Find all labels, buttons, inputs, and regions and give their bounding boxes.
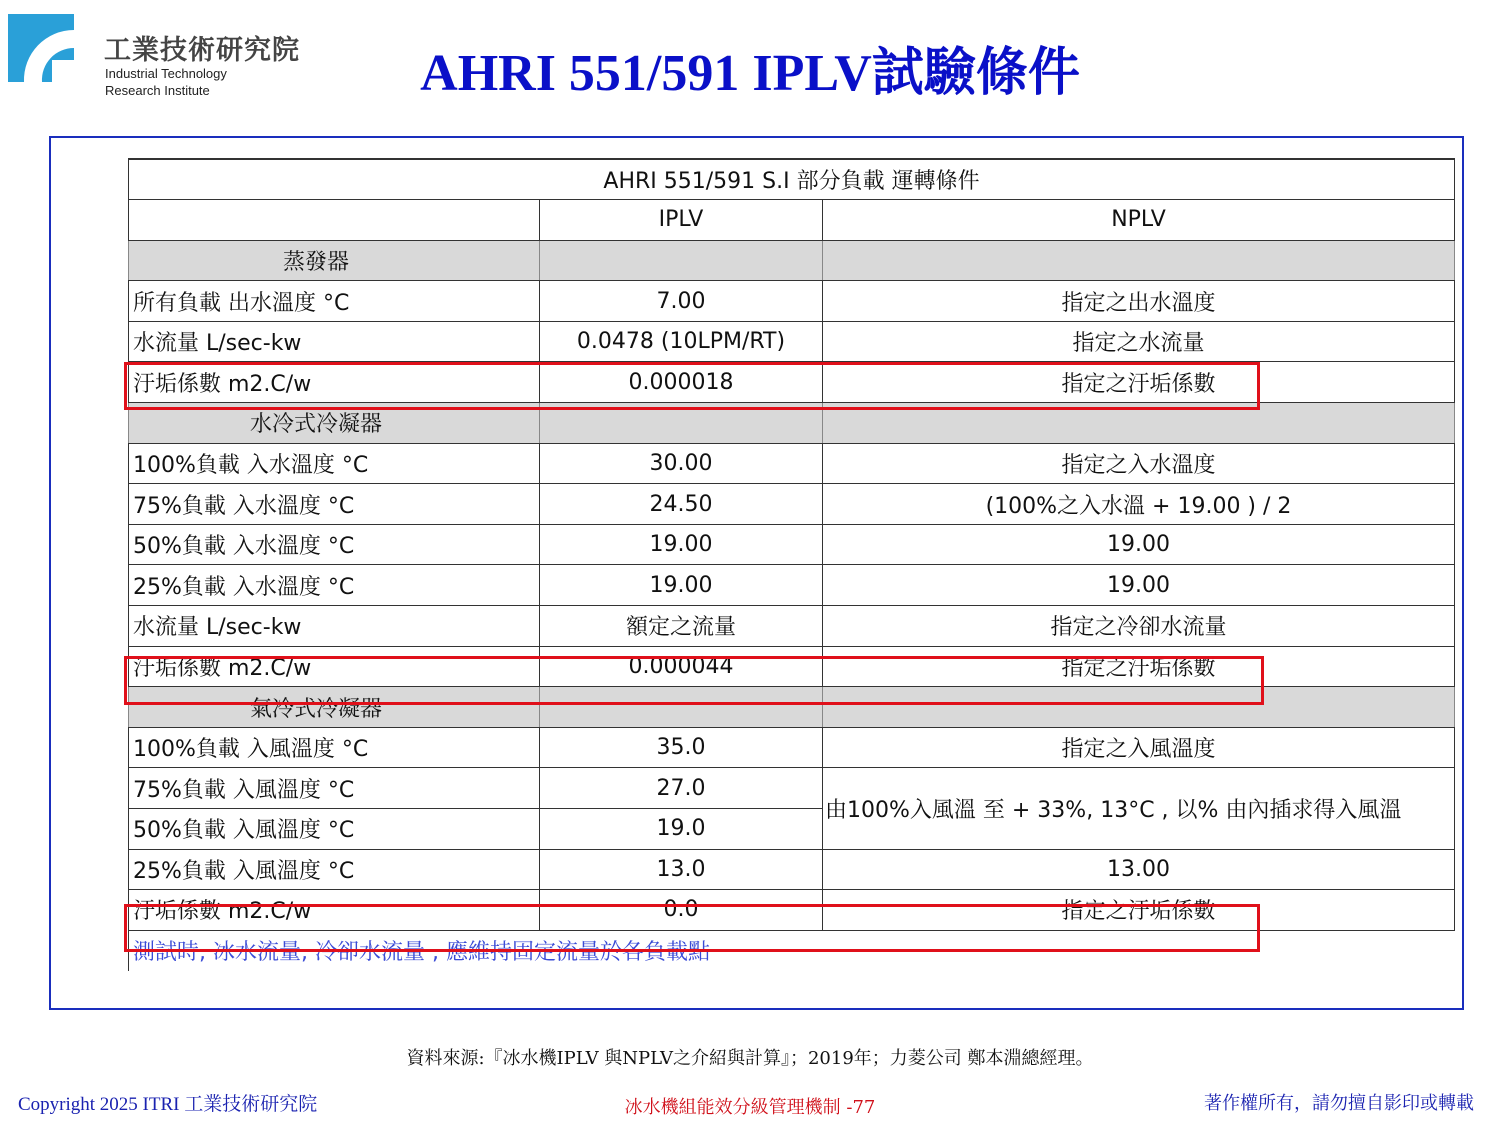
param-cell: 汙垢係數 m2.C/w (129, 362, 540, 403)
table-row (129, 849, 1455, 890)
param-cell: 50%負載 入水溫度 °C (129, 524, 540, 565)
header-iplv: IPLV (540, 200, 823, 241)
logo-chinese-name: 工業技術研究院 (104, 35, 300, 66)
nplv-cell: 指定之汙垢係數 (823, 362, 1455, 403)
section-label-air-condenser: 氣冷式冷凝器 (129, 687, 540, 728)
param-cell: 75%負載 入風溫度 °C (129, 768, 540, 809)
iplv-cell: 0.000044 (540, 646, 823, 687)
param-cell: 25%負載 入風溫度 °C (129, 849, 540, 890)
iplv-cell: 0.0 (540, 890, 823, 931)
iplv-cell: 35.0 (540, 727, 823, 768)
footer-copyright: Copyright 2025 ITRI 工業技術研究院 (18, 1094, 318, 1115)
nplv-cell: 13.00 (823, 849, 1455, 890)
section-row-air-condenser (129, 687, 1455, 728)
header-nplv: NPLV (823, 200, 1455, 241)
note-row (129, 930, 1455, 971)
footer-rights-notice: 著作權所有，請勿擅自影印或轉載 (1204, 1093, 1474, 1114)
slide-title: AHRI 551/591 IPLV試驗條件 (420, 45, 1080, 102)
table-caption-row (129, 159, 1455, 200)
table-row (129, 443, 1455, 484)
iplv-cell: 19.00 (540, 524, 823, 565)
table-row (129, 890, 1455, 931)
iplv-cell: 13.0 (540, 849, 823, 890)
table-row (129, 646, 1455, 687)
iplv-cell: 30.00 (540, 443, 823, 484)
iplv-conditions-table (128, 158, 1455, 971)
iplv-cell: 0.0478 (10LPM/RT) (540, 321, 823, 362)
nplv-cell: 19.00 (823, 524, 1455, 565)
iplv-cell: 24.50 (540, 484, 823, 525)
table-header-row (129, 200, 1455, 241)
iplv-cell: 0.000018 (540, 362, 823, 403)
table-row (129, 484, 1455, 525)
merged-nplv-cell: 由100%入風溫 至 + 33%, 13°C , 以% 由內插求得入風溫 (823, 768, 1455, 849)
iplv-cell: 額定之流量 (540, 606, 823, 647)
source-citation: 資料來源:『冰水機IPLV 與NPLV之介紹與計算』；2019年；力菱公司 鄭本淵總經理。 (406, 1048, 1094, 1069)
table-row (129, 606, 1455, 647)
table-row (129, 321, 1455, 362)
section-row-evaporator (129, 240, 1455, 281)
param-cell: 100%負載 入風溫度 °C (129, 727, 540, 768)
param-cell: 汙垢係數 m2.C/w (129, 890, 540, 931)
param-cell: 75%負載 入水溫度 °C (129, 484, 540, 525)
table-row (129, 768, 1455, 809)
header-blank (129, 200, 540, 241)
param-cell: 汙垢係數 m2.C/w (129, 646, 540, 687)
nplv-cell: 指定之汙垢係數 (823, 646, 1455, 687)
param-cell: 100%負載 入水溫度 °C (129, 443, 540, 484)
table-row (129, 565, 1455, 606)
iplv-cell: 27.0 (540, 768, 823, 809)
nplv-cell: 19.00 (823, 565, 1455, 606)
table-note: 測試時, 冰水流量, 冷卻水流量 , 應維持固定流量於各負載點 (129, 930, 1455, 971)
param-cell: 水流量 L/sec-kw (129, 606, 540, 647)
nplv-cell: 指定之冷卻水流量 (823, 606, 1455, 647)
section-label-evaporator: 蒸發器 (129, 240, 540, 281)
section-label-water-condenser: 水冷式冷凝器 (129, 403, 540, 444)
param-cell: 所有負載 出水溫度 °C (129, 281, 540, 322)
footer-page-label: 冰水機組能效分級管理機制 -77 (624, 1097, 876, 1118)
nplv-cell: 指定之水流量 (823, 321, 1455, 362)
nplv-cell: (100%之入水溫 + 19.00 ) / 2 (823, 484, 1455, 525)
table-row (129, 362, 1455, 403)
iplv-cell: 19.00 (540, 565, 823, 606)
nplv-cell: 指定之出水溫度 (823, 281, 1455, 322)
itri-logo-icon (8, 14, 74, 82)
table-caption: AHRI 551/591 S.I 部分負載 運轉條件 (129, 159, 1455, 200)
nplv-cell: 指定之入水溫度 (823, 443, 1455, 484)
logo-english-line2: Research Institute (105, 83, 210, 98)
param-cell: 25%負載 入水溫度 °C (129, 565, 540, 606)
section-row-water-condenser (129, 403, 1455, 444)
table-frame (49, 136, 1464, 1010)
iplv-cell: 7.00 (540, 281, 823, 322)
logo-english-line1: Industrial Technology (105, 66, 227, 81)
nplv-cell: 指定之汙垢係數 (823, 890, 1455, 931)
iplv-cell: 19.0 (540, 809, 823, 850)
table-row (129, 281, 1455, 322)
param-cell: 50%負載 入風溫度 °C (129, 809, 540, 850)
param-cell: 水流量 L/sec-kw (129, 321, 540, 362)
table-row (129, 524, 1455, 565)
nplv-cell: 指定之入風溫度 (823, 727, 1455, 768)
table-row (129, 727, 1455, 768)
